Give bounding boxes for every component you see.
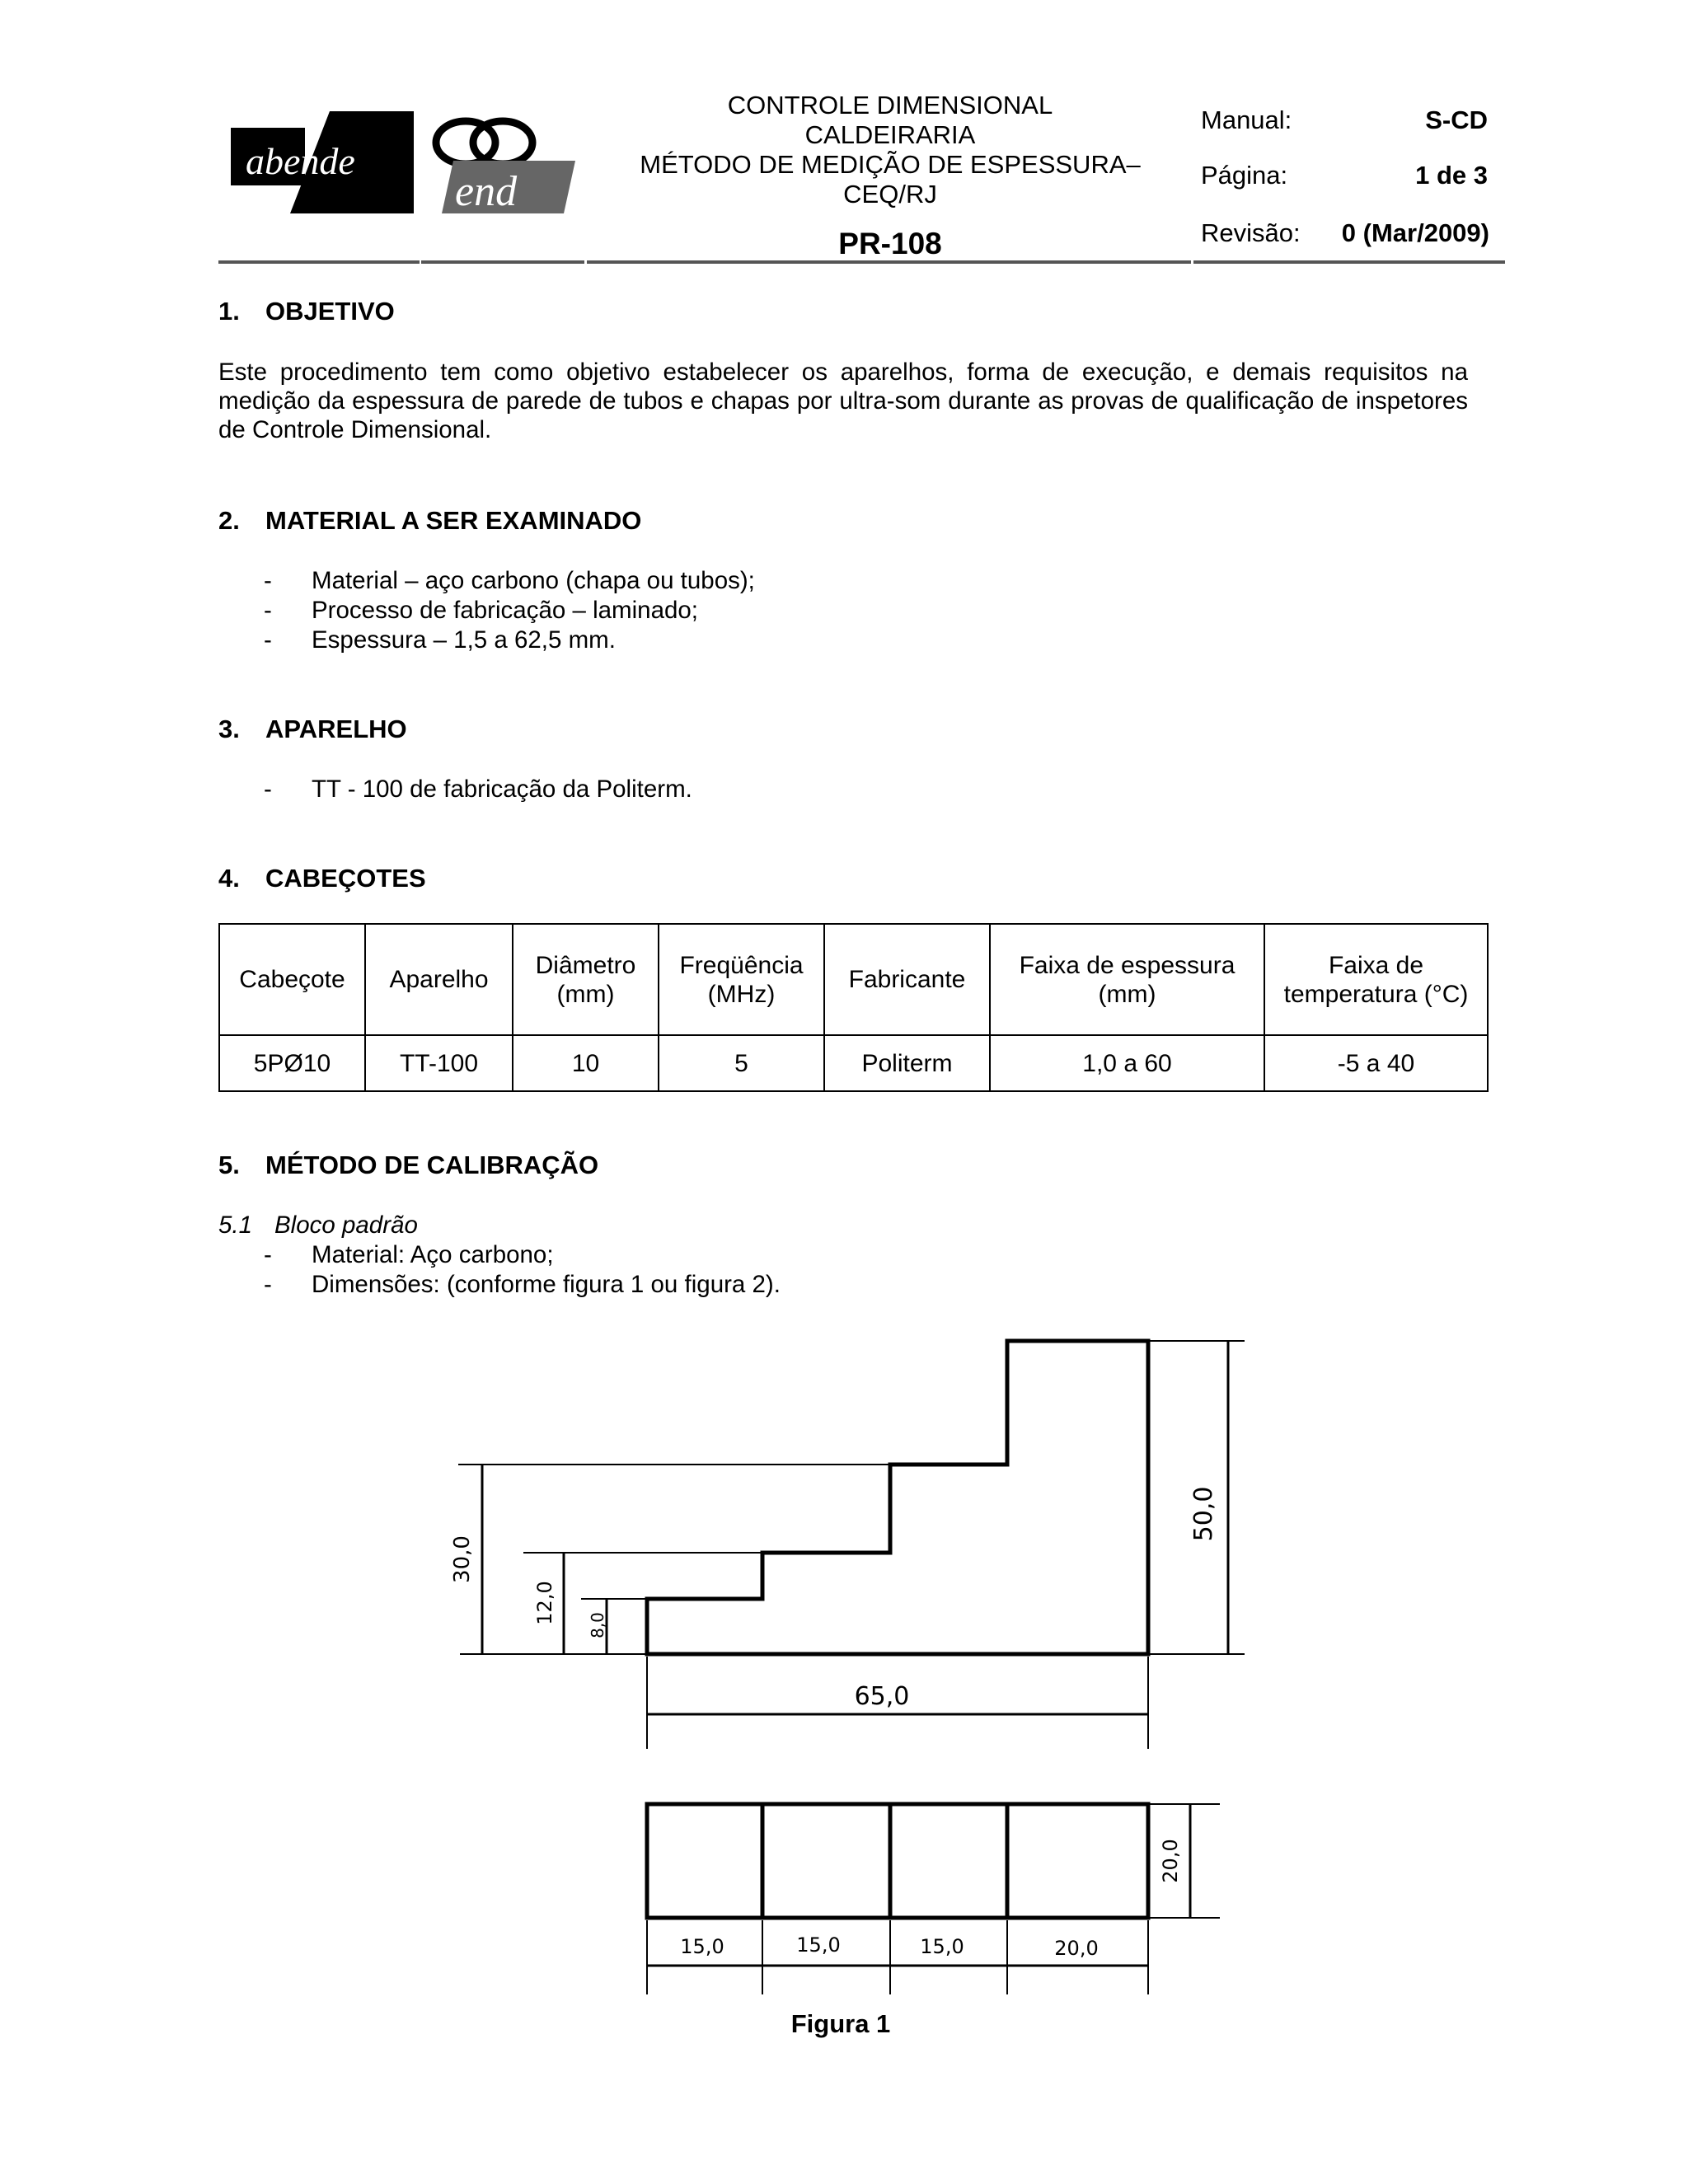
dim-label-step-4: 20,0 xyxy=(1054,1937,1099,1960)
top-view-dimension-lines xyxy=(647,1804,1190,1966)
extension-lines xyxy=(458,1341,1245,1749)
section-2-heading xyxy=(218,506,641,536)
table-cell: 5 xyxy=(659,1035,824,1091)
section-1-paragraph: Este procedimento tem como objetivo estabelecer os aparelhos, forma de execução, e demais requisitos na medição da espessura de parede de tubos e chapas por ultra-som durante as provas de qualificação de inspetores de Controle Dimensional. xyxy=(218,359,1468,443)
revision-label: Revisão: xyxy=(1201,218,1301,247)
dim-label-50: 50,0 xyxy=(1189,1486,1218,1542)
list-item: Material: Aço carbono; xyxy=(312,1241,554,1268)
table-header-cell: Faixa de temperatura (°C) xyxy=(1264,924,1488,1035)
bullet-dash: - xyxy=(264,626,272,654)
block-top-view xyxy=(647,1804,1148,1918)
header-rule xyxy=(218,260,420,264)
section-title: MÉTODO DE CALIBRAÇÃO xyxy=(265,1151,599,1179)
header-rule xyxy=(587,260,1191,264)
section-3-heading xyxy=(218,715,407,744)
manual-label: Manual: xyxy=(1201,105,1292,134)
dim-label-step-3: 15,0 xyxy=(920,1935,964,1958)
table-row xyxy=(219,1035,1488,1091)
page-label: Página: xyxy=(1201,161,1288,190)
subsection-number: 5.1 xyxy=(218,1212,253,1239)
dim-label-20-width: 20,0 xyxy=(1159,1839,1182,1883)
top-view-extension-lines xyxy=(647,1804,1220,1994)
dim-label-12: 12,0 xyxy=(533,1581,556,1625)
table-header-row xyxy=(219,924,1488,1035)
subsection-5-1-heading xyxy=(218,1212,418,1240)
section-title: OBJETIVO xyxy=(265,297,395,326)
step-block-profile xyxy=(647,1341,1148,1654)
table-cell: 10 xyxy=(513,1035,659,1091)
list-item: Espessura – 1,5 a 62,5 mm. xyxy=(312,626,616,654)
figure-caption: Figura 1 xyxy=(790,2009,891,2038)
dim-label-8: 8,0 xyxy=(588,1612,607,1638)
page-value: 1 de 3 xyxy=(1415,161,1488,190)
header-title-line-3: MÉTODO DE MEDIÇÃO DE ESPESSURA– xyxy=(640,150,1141,179)
dim-label-step-1: 15,0 xyxy=(680,1935,724,1958)
manual-value: S-CD xyxy=(1425,105,1488,134)
bullet-dash: - xyxy=(264,597,272,624)
dim-label-30: 30,0 xyxy=(450,1535,475,1583)
table-header-cell: Diâmetro (mm) xyxy=(513,924,659,1035)
bullet-dash: - xyxy=(264,567,272,594)
section-5-heading xyxy=(218,1151,598,1180)
abende-logo xyxy=(231,111,414,213)
revision-value: 0 (Mar/2009) xyxy=(1341,218,1489,247)
table-header-cell: Faixa de espessura (mm) xyxy=(990,924,1264,1035)
table-cell: -5 a 40 xyxy=(1264,1035,1488,1091)
section-number: 2. xyxy=(218,506,240,535)
table-cell: TT-100 xyxy=(365,1035,513,1091)
bullet-dash: - xyxy=(264,1241,272,1268)
probe-table xyxy=(218,923,1489,1092)
table-header-cell: Fabricante xyxy=(824,924,990,1035)
table-header-cell: Cabeçote xyxy=(219,924,365,1035)
dim-label-step-2: 15,0 xyxy=(796,1933,841,1957)
table-cell: 1,0 a 60 xyxy=(990,1035,1264,1091)
section-title: MATERIAL A SER EXAMINADO xyxy=(265,506,642,535)
section-title: APARELHO xyxy=(265,715,407,743)
abende-logo-text: abende xyxy=(246,140,355,182)
subsection-title: Bloco padrão xyxy=(274,1212,418,1239)
section-title: CABEÇOTES xyxy=(265,864,426,893)
header-title-line-1: CONTROLE DIMENSIONAL xyxy=(727,91,1053,120)
table-header-cell: Aparelho xyxy=(365,924,513,1035)
organization-logos xyxy=(231,111,590,213)
section-number: 1. xyxy=(218,297,240,326)
section-1-heading xyxy=(218,297,395,326)
table-cell: Politerm xyxy=(824,1035,990,1091)
header-rule xyxy=(421,260,584,264)
end-logo-text: end xyxy=(455,168,518,213)
bullet-dash: - xyxy=(264,1271,272,1298)
section-4-heading xyxy=(218,864,426,893)
table-cell: 5PØ10 xyxy=(219,1035,365,1091)
bullet-dash: - xyxy=(264,776,272,803)
list-item: Processo de fabricação – laminado; xyxy=(312,597,698,624)
table-header-cell: Freqüência (MHz) xyxy=(659,924,824,1035)
end-logo xyxy=(436,121,575,213)
header-title-line-4: CEQ/RJ xyxy=(843,180,937,209)
section-number: 5. xyxy=(218,1151,240,1179)
header-rule xyxy=(1193,260,1505,264)
dimension-lines xyxy=(482,1341,1228,1714)
list-item: TT - 100 de fabricação da Politerm. xyxy=(312,776,692,803)
list-item: Dimensões: (conforme figura 1 ou figura 2). xyxy=(312,1271,781,1298)
document-code: PR-108 xyxy=(838,227,942,260)
list-item: Material – aço carbono (chapa ou tubos); xyxy=(312,567,755,594)
section-number: 4. xyxy=(218,864,240,893)
section-number: 3. xyxy=(218,715,240,743)
header-title-line-2: CALDEIRARIA xyxy=(804,120,976,149)
dim-label-65: 65,0 xyxy=(854,1682,910,1711)
